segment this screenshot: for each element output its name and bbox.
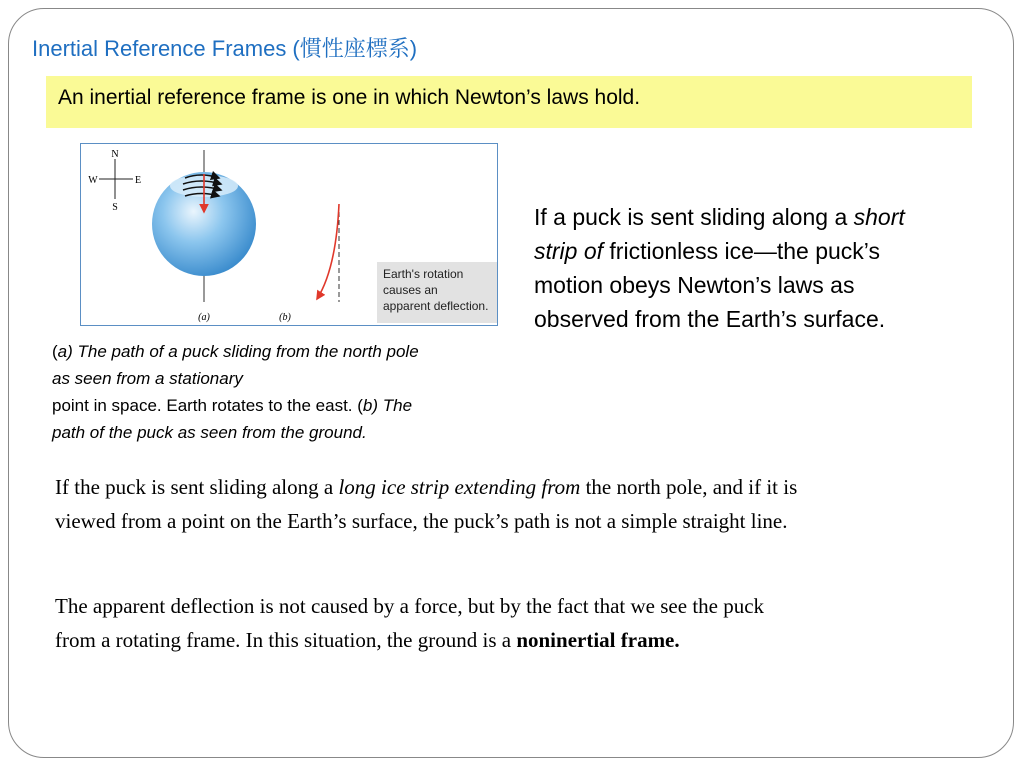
compass-w: W	[88, 175, 98, 186]
right-text-line: motion obeys Newton’s laws as	[534, 272, 855, 298]
compass-e: E	[134, 175, 142, 186]
caption-a-line1: a) The path of a puck sliding from the north pole	[57, 342, 419, 361]
right-text-italic: strip of	[534, 238, 604, 264]
para1-line: viewed from a point on the Earth’s surface, the puck’s path is not a simple straight line.	[55, 509, 788, 533]
slide-title: Inertial Reference Frames (慣性座標系)	[32, 36, 418, 61]
earth-rotation-figure	[80, 143, 498, 326]
para2-segment: from a rotating frame. In this situation, the ground is a	[55, 628, 517, 652]
label-b: (b)	[279, 312, 291, 323]
label-a: (a)	[198, 312, 210, 323]
para1-segment: If the puck is sent sliding along a	[55, 475, 339, 499]
noninertial-frame-term: noninertial frame.	[516, 628, 680, 652]
compass-rose	[88, 149, 141, 213]
figure-note-line: Earth's rotation	[383, 267, 464, 281]
caption-paren: (	[52, 342, 58, 361]
right-text-line: observed from the Earth’s surface.	[534, 306, 886, 332]
compass-s: S	[112, 202, 118, 213]
figure-note-line: causes an	[383, 283, 438, 297]
short-strip-text	[534, 200, 1004, 336]
figure-note	[377, 262, 497, 323]
caption-b-start: b) The	[362, 396, 413, 415]
noninertial-paragraph	[55, 589, 764, 657]
right-text-segment: frictionless ice—the puck’s	[603, 238, 880, 264]
caption-line3: point in space. Earth rotates to the east. (	[52, 396, 363, 415]
caption-a-line2: as seen from a stationary	[52, 369, 243, 388]
right-text-italic: short	[853, 204, 905, 230]
compass-n: N	[111, 149, 119, 160]
para1-italic: long ice strip extending from	[338, 475, 581, 499]
figure-caption	[52, 338, 552, 446]
caption-line4: path of the puck as seen from the ground.	[52, 423, 367, 442]
puck-path-b	[317, 204, 339, 299]
para2-line: The apparent deflection is not caused by a force, but by the fact that we see the puck	[55, 594, 765, 618]
definition-box: An inertial reference frame is one in which Newton’s laws hold.	[46, 76, 972, 128]
right-text-segment: If a puck is sent sliding along a	[534, 204, 854, 230]
figure-note-line: apparent deflection.	[383, 299, 489, 313]
long-strip-paragraph	[55, 470, 797, 538]
para1-segment: the north pole, and if it is	[580, 475, 798, 499]
